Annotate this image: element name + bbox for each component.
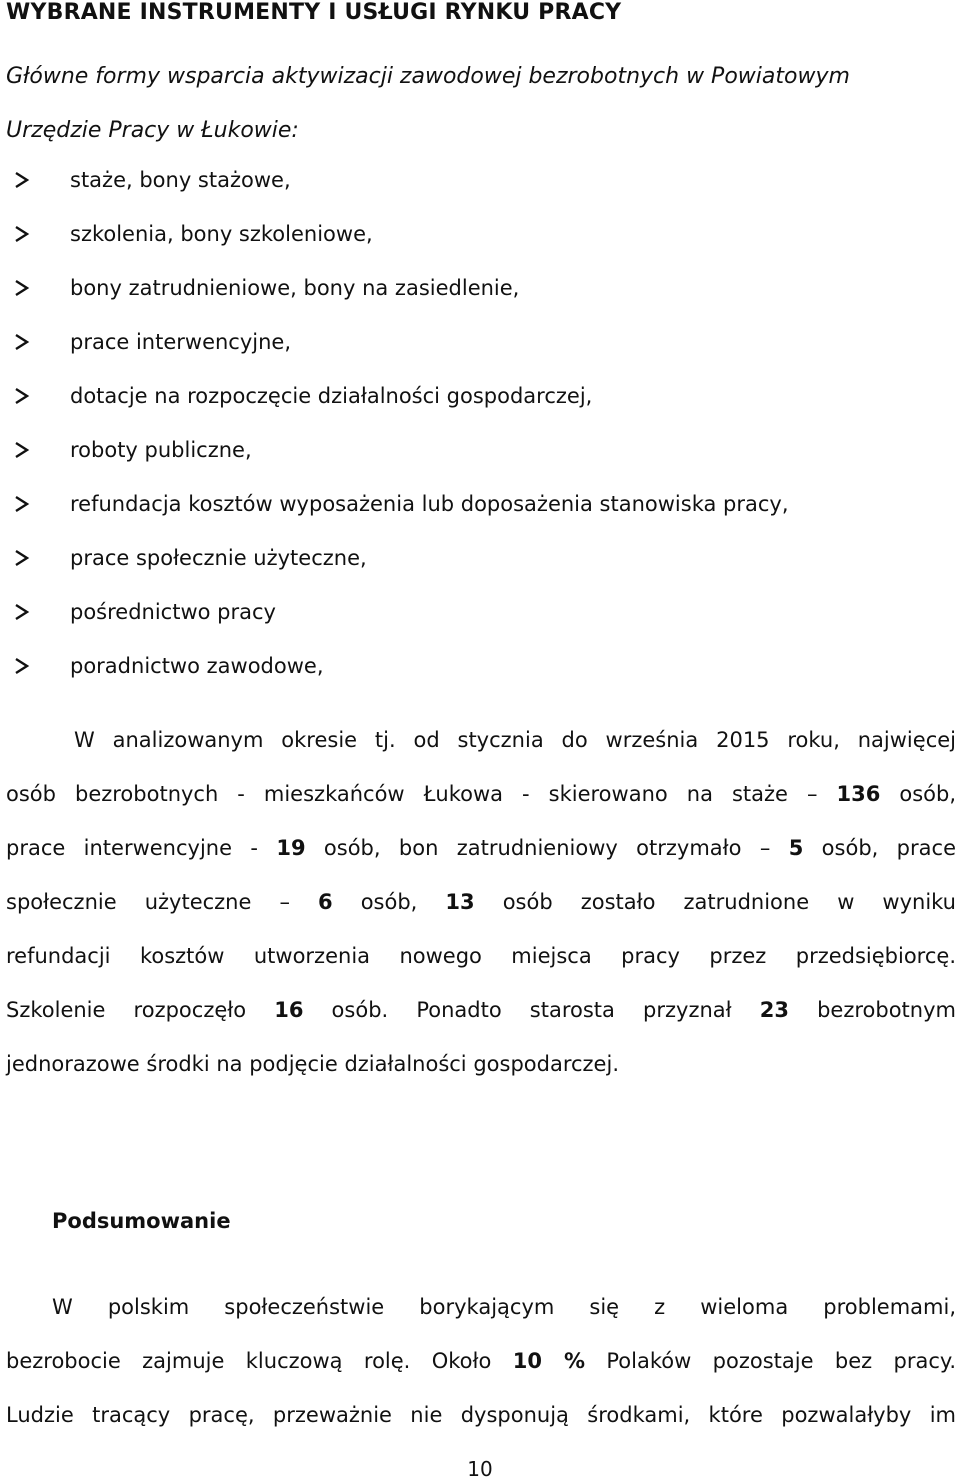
list-item — [6, 207, 789, 261]
text-run: społecznie użyteczne – — [6, 890, 319, 914]
text-run: osób, — [332, 890, 446, 914]
list-item — [6, 477, 789, 531]
count-value: 136 — [836, 782, 881, 806]
chevron-right-icon — [12, 224, 32, 244]
list-item — [6, 639, 789, 693]
paragraph-line: W analizowanym okresie tj. od stycznia do września 2015 roku, najwięcej — [74, 728, 956, 752]
chevron-right-icon — [12, 548, 32, 568]
paragraph-line: W polskim społeczeństwie borykającym się z wieloma problemami, — [52, 1295, 956, 1319]
list-item-label: poradnictwo zawodowe, — [70, 654, 324, 678]
text-run: bezrobotnym — [788, 998, 956, 1022]
list-item-label: prace społecznie użyteczne, — [70, 546, 367, 570]
summary-heading: Podsumowanie — [52, 1209, 231, 1233]
paragraph-line — [6, 767, 956, 821]
text-run: Polaków pozostaje bez pracy. — [585, 1349, 957, 1373]
paragraph-line: refundacji kosztów utworzenia nowego miejsca pracy przez przedsiębiorcę. — [6, 944, 956, 968]
list-item-label: dotacje na rozpoczęcie działalności gospodarczej, — [70, 384, 593, 408]
summary-paragraph — [6, 1280, 956, 1442]
list-item — [6, 261, 789, 315]
text-run: osób zostało zatrudnione w wyniku — [474, 890, 956, 914]
analysis-paragraph — [6, 713, 956, 1091]
intro-paragraph — [6, 50, 956, 158]
text-run: osób, — [880, 782, 956, 806]
list-item — [6, 585, 789, 639]
count-value: 23 — [759, 998, 789, 1022]
list-item-label: prace interwencyjne, — [70, 330, 292, 354]
text-run: osób, bon zatrudnieniowy otrzymało – — [305, 836, 789, 860]
paragraph-line — [6, 875, 956, 929]
page-number: 10 — [467, 1457, 493, 1481]
chevron-right-icon — [12, 656, 32, 676]
list-item-label: bony zatrudnieniowe, bony na zasiedlenie, — [70, 276, 520, 300]
chevron-right-icon — [12, 602, 32, 622]
count-value: 5 — [788, 836, 804, 860]
text-run: osób bezrobotnych - mieszkańców Łukowa - skierowano na staże – — [6, 782, 837, 806]
paragraph-line: Ludzie tracący pracę, przeważnie nie dysponują środkami, które pozwalałyby im — [6, 1403, 956, 1427]
list-item — [6, 315, 789, 369]
count-value: 19 — [276, 836, 306, 860]
section-heading: WYBRANE INSTRUMENTY I USŁUGI RYNKU PRACY — [6, 0, 622, 25]
list-item — [6, 369, 789, 423]
support-forms-list — [6, 153, 789, 693]
chevron-right-icon — [12, 440, 32, 460]
text-run: bezrobocie zajmuje kluczową rolę. Około — [6, 1349, 513, 1373]
chevron-right-icon — [12, 332, 32, 352]
list-item — [6, 531, 789, 585]
list-item-label: roboty publiczne, — [70, 438, 252, 462]
list-item-label: staże, bony stażowe, — [70, 168, 291, 192]
text-run: osób, prace — [803, 836, 956, 860]
list-item-label: refundacja kosztów wyposażenia lub doposażenia stanowiska pracy, — [70, 492, 789, 516]
percent-value: 10 % — [512, 1349, 585, 1373]
text-run: osób. Ponadto starosta przyznał — [303, 998, 760, 1022]
text-run: prace interwencyjne - — [6, 836, 277, 860]
paragraph-line: jednorazowe środki na podjęcie działalności gospodarczej. — [6, 1052, 619, 1076]
list-item-label: szkolenia, bony szkoleniowe, — [70, 222, 373, 246]
intro-line: Urzędzie Pracy w Łukowie: — [6, 118, 299, 143]
count-value: 6 — [318, 890, 333, 914]
text-run: Szkolenie rozpoczęło — [6, 998, 275, 1022]
count-value: 16 — [274, 998, 304, 1022]
list-item-label: pośrednictwo pracy — [70, 600, 276, 624]
list-item — [6, 423, 789, 477]
intro-line: Główne formy wsparcia aktywizacji zawodowej bezrobotnych w Powiatowym — [6, 64, 850, 89]
chevron-right-icon — [12, 386, 32, 406]
count-value: 13 — [445, 890, 475, 914]
chevron-right-icon — [12, 278, 32, 298]
chevron-right-icon — [12, 494, 32, 514]
paragraph-line — [6, 983, 956, 1037]
list-item — [6, 153, 789, 207]
paragraph-line — [6, 821, 956, 875]
paragraph-line — [6, 1334, 956, 1388]
chevron-right-icon — [12, 170, 32, 190]
